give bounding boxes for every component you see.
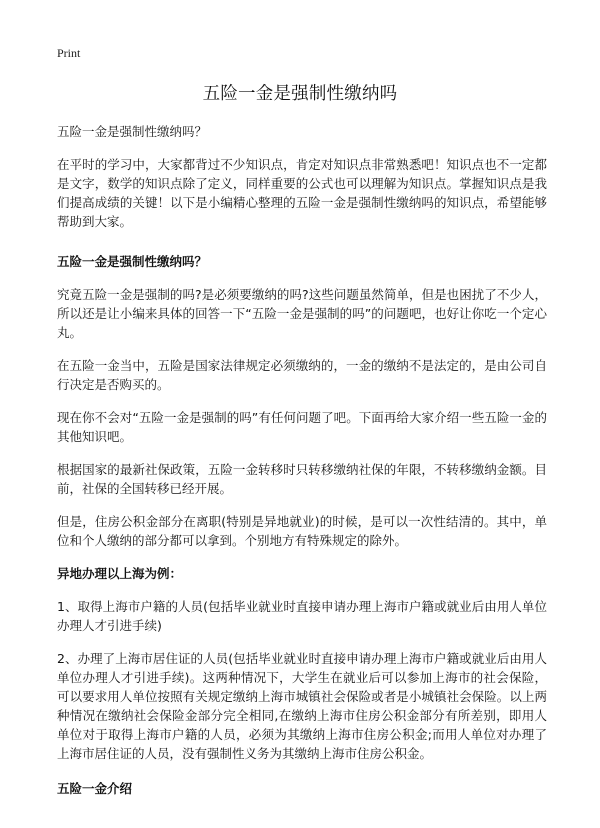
section-heading-introduction: 五险一金介绍: [57, 781, 133, 796]
paragraph-transfer-policy: 根据国家的最新社保政策，五险一金转移时只转移缴纳社保的年限，不转移缴纳金额。目前，社保的全国转移已经开展。: [57, 462, 547, 496]
list-item-household-registration: 1、取得上海市户籍的人员(包括毕业就业时直接申请办理上海市户籍或就业后由用人单位办理人才引进手续): [57, 599, 547, 633]
paragraph-legal-requirement: 在五险一金当中，五险是国家法律规定必须缴纳的，一金的缴纳不是法定的，是由公司自行决定是否购买的。: [57, 358, 547, 392]
paragraph-summary: 现在你不会对“五险一金是强制的吗”有任何问题了吧。下面再给大家介绍一些五险一金的其他知识吧。: [57, 410, 547, 444]
article-body: [57, 122, 547, 798]
paragraph-compulsory-question: 究竟五险一金是强制的吗?是必须要缴纳的吗?这些问题虽然简单，但是也困扰了不少人，所以还是让小编来具体的回答一下“五险一金是强制的吗”的问题吧，也好让你吃一个定心丸。: [57, 287, 547, 340]
section-heading-compulsory: 五险一金是强制性缴纳吗？: [57, 254, 208, 269]
list-item-residence-permit: 2、办理了上海市居住证的人员(包括毕业就业时直接申请办理上海市户籍或就业后由用人单位办理人才引进手续)。这两种情况下，大学生在就业后可以参加上海市的社会保险，可以要求用人单位按照有关规定缴纳上海市城镇社会保险或者是小城镇社会保险。以上两种情况在缴纳社会保险金部分完全相同,在缴纳上海市住房公积金部分有所差别，即用人单位对于取得上海市户籍的人员，必须为其缴纳上海市住房公积金;而用人单位对办理了上海市居住证的人员，没有强制性义务为其缴纳上海市住房公积金。: [57, 651, 547, 761]
section-heading-shanghai: 异地办理以上海为例：: [57, 566, 183, 581]
article-subtitle: 五险一金是强制性缴纳吗？: [57, 124, 208, 139]
print-link[interactable]: Print: [57, 46, 81, 60]
page-title: 五险一金是强制性缴纳吗: [202, 84, 398, 104]
intro-paragraph: 在平时的学习中，大家都背过不少知识点，肯定对知识点非常熟悉吧！知识点也不一定都是文字，数学的知识点除了定义，同样重要的公式也可以理解为知识点。掌握知识点是我们提高成绩的关键！以下是小编精心整理的五险一金是强制性缴纳吗的知识点，希望能够帮助到大家。: [57, 157, 547, 229]
paragraph-housing-fund: 但是，住房公积金部分在离职(特别是异地就业)的时候，是可以一次性结清的。其中，单位和个人缴纳的部分都可以拿到。个别地方有特殊规定的除外。: [57, 514, 547, 548]
